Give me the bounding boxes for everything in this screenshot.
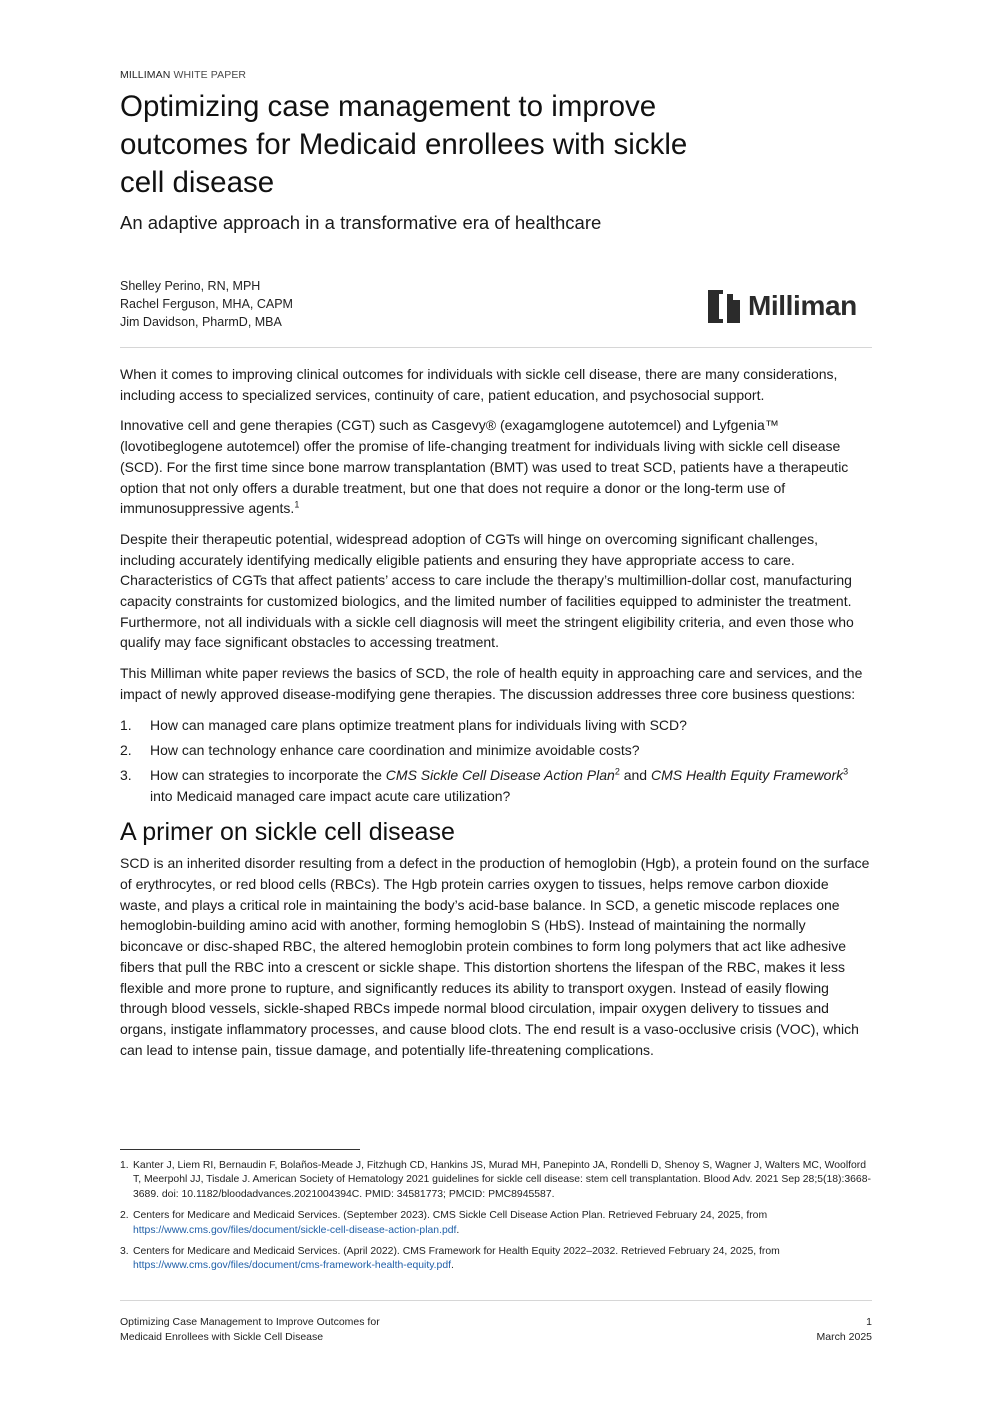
footnote: 2. Centers for Medicare and Medicaid Services. (September 2023). CMS Sickle Cell Disease Action Plan. Retrieved February 24, 2025, from https://www.cms.gov/files/document/sickle-cell-disease-action-plan.pdf. [120,1210,768,1236]
intro-paragraph: When it comes to improving clinical outcomes for individuals with sickle cell disease, there are many considerations, including access to specialized services, continuity of care, patient education, and psychosocial support. [120,366,838,403]
footnote-link[interactable]: https://www.cms.gov/files/document/sickle-cell-disease-action-plan.pdf [133,1224,457,1236]
author-name: Jim Davidson, PharmD, MBA [120,315,282,329]
list-item [120,715,872,736]
footnotes [120,1159,872,1281]
list-item-text: How can managed care plans optimize treatment plans for individuals living with SCD? [150,716,687,733]
footnote [120,1159,872,1202]
cgt-paragraph: Innovative cell and gene therapies (CGT) such as Casgevy® (exagamglogene autotemcel) and Lyfgenia™ (lovotibeglogene autotemcel) offer the promise of life-changing treatment for individuals living with sickle cell disease (SCD). For the first time since bone marrow transplantation (BMT) was used to treat SCD, patients have a therapeutic option that not only offers a durable treatment, but one that does not require a donor or the long-term use of immunosuppressive agents.$^1$ [120,417,849,517]
section-heading: A primer on sickle cell disease [120,818,455,847]
kicker-brand: MILLIMAN [120,69,171,81]
footnote-text: Kanter J, Liem RI, Bernaudin F, Bolaños-Meade J, Fitzhugh CD, Hankins JS, Murad MH, Panepinto JA, Rondelli D, Shenoy S, Wagner J, Walters MC, Woolford T, Meerpohl JJ, Tisdale J. American Society of Hematology 2021 guidelines for sickle cell disease: stem cell transplantation. Blood Adv. 2021 Sep 28;5(18):3668-3689. doi: 10.1182/bloodadvances.2021004394C. PMID: 34581773; PMCID: PMC8945587. [133,1160,871,1200]
list-number: 2. [120,741,132,758]
footer-meta [817,1315,872,1344]
page-title: Optimizing case management to improve outcomes for Medicaid enrollees with sickle cell disease [120,90,688,199]
footnote-number: 1. [120,1160,129,1171]
challenges-paragraph: Despite their therapeutic potential, widespread adoption of CGTs will hinge on overcoming significant challenges, including accurately identifying medically eligible patients and ensuring they have appropriate access to care. Characteristics of CGTs that affect patients’ access to care include the therapy’s multimillion-dollar cost, manufacturing capacity constraints for customized biologics, and the limited number of facilities equipped to administer the treatment. Furthermore, not all individuals with a sickle cell diagnosis will meet the stringent eligibility criteria, and even those who qualify may face significant obstacles to accessing treatment. [120,530,854,651]
footer-divider [120,1300,872,1301]
milliman-logo [708,289,872,323]
footnote-ref[interactable]: 3 [843,766,849,777]
footnote-number: 2. [120,1210,129,1222]
list-item [120,740,872,761]
footnote-ref[interactable]: 1 [294,499,300,510]
author-name: Shelley Perino, RN, MPH [120,279,261,293]
list-number: 3. [120,766,132,783]
list-number: 1. [120,716,132,733]
page-subtitle: An adaptive approach in a transformative era of healthcare [120,212,602,233]
publication-date: March 2025 [816,1330,872,1343]
cited-title: CMS Health Equity Framework [650,766,844,783]
primer-paragraph: SCD is an inherited disorder resulting from a defect in the production of hemoglobin (Hgb), a protein found on the surface of erythrocytes, or red blood cells (RBCs). The Hgb protein carries oxygen to tissues, helps remove carbon dioxide waste, and plays a critical role in maintaining the body’s acid-base balance. In SCD, a genetic miscode replaces one hemoglobin-building amino acid with another, forming hemoglobin S (HbS). Instead of maintaining the normally biconcave or disc-shaped RBC, the altered hemoglobin protein combines to form long polymers that act like adhesive fibers that pull the RBC into a crescent or sickle shape. This distortion shortens the lifespan of the RBC, makes it less flexible and more prone to rupture, and significantly reduces its ability to transport oxygen. Instead of easily flowing through blood vessels, sickle-shaped RBCs impede normal blood circulation, impair oxygen delivery to tissues and organs, instigate inflammatory processes, and cause blood clots. The end result is a vaso-occlusive crisis (VOC), which can lead to intense pain, tissue damage, and potentially life-threatening complications. [120,855,870,1058]
header-divider [120,347,872,348]
footnote: 3. Centers for Medicare and Medicaid Services. (April 2022). CMS Framework for Health Equity 2022–2032. Retrieved February 24, 2025, from https://www.cms.gov/files/document/cms-framework-health-equity.pdf. [120,1246,780,1272]
overview-paragraph: This Milliman white paper reviews the basics of SCD, the role of health equity in approaching care and services, and the impact of newly approved disease-modifying gene therapies. The discussion addresses three core business questions: [120,665,863,702]
document-kicker [120,69,246,81]
business-questions-list [120,715,872,807]
footnote-text: Centers for Medicare and Medicaid Services. (April 2022). CMS Framework for Health Equity 2022–2032. Retrieved February 24, 2025, from [133,1246,780,1258]
footnote-divider [120,1149,360,1150]
page-number: 1 [866,1316,872,1328]
kicker-doc-type: WHITE PAPER [173,69,247,81]
footnote-link[interactable]: https://www.cms.gov/files/document/cms-framework-health-equity.pdf [133,1260,451,1272]
footnote-ref[interactable]: 2 [614,766,620,777]
author-name: Rachel Ferguson, MHA, CAPM [120,297,293,311]
author-list [120,277,293,331]
cited-title: CMS Sickle Cell Disease Action Plan [385,766,615,783]
logo-wordmark: Milliman [748,290,857,321]
footnote-number: 3. [120,1246,129,1258]
milliman-logo-mark-icon [708,290,740,323]
footer-title: Optimizing Case Management to Improve Outcomes for Medicaid Enrollees with Sickle Cell Disease [120,1316,380,1343]
list-item: 3. How can strategies to incorporate the CMS Sickle Cell Disease Action Plan$^2$ and CMS Health Equity Framework$^3$ into Medicaid managed care impact acute care utilization? [120,766,849,804]
article-body [120,364,872,1070]
list-item-text: How can technology enhance care coordination and minimize avoidable costs? [150,741,640,758]
footnote-text: Centers for Medicare and Medicaid Services. (September 2023). CMS Sickle Cell Disease Action Plan. Retrieved February 24, 2025, from [133,1210,768,1222]
